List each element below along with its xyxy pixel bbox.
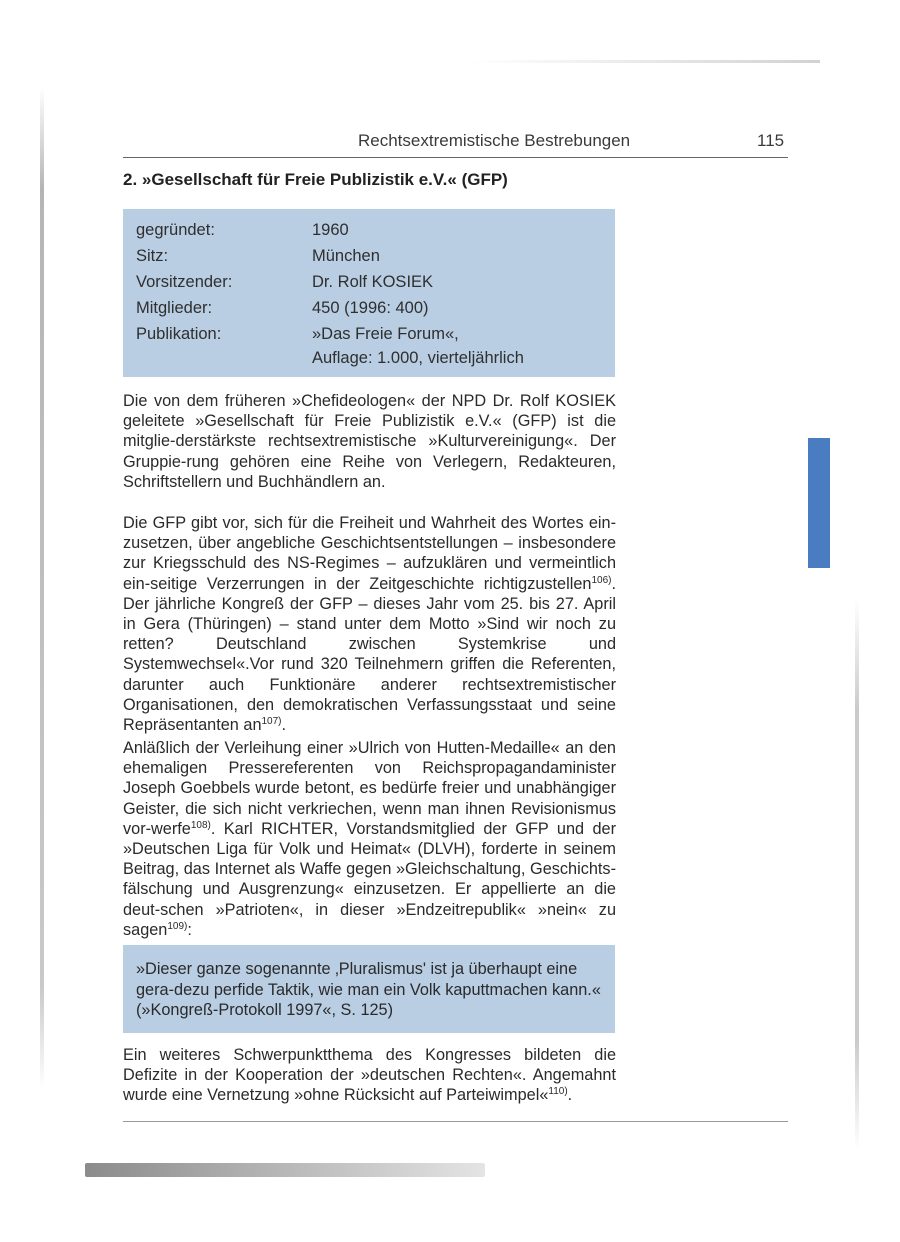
- paragraph-text: .: [281, 716, 287, 735]
- paragraph-text: . Karl RICHTER, Vorstandsmitglied der GFP und der »Deutschen Liga für Volk und Heimat« (DLVH), forderte in seinem Beitrag, das Internet als Waffe gegen »Gleichschaltung, Geschichts-fälschung und Ausgrenzung« einzusetzen. Er appellierte an die deut-schen »Patrioten«, in dieser »Endzeitrepublik« »nein« zu sagen: [123, 819, 616, 939]
- quote-line: »Dieser ganze sogenannte ‚Pluralismus' ist ja überhaupt eine gera-dezu perfide Taktik, wie man ein Volk kaputtmachen kann.«: [136, 960, 601, 999]
- page-number: 115: [757, 131, 785, 150]
- paragraph-text: Die GFP gibt vor, sich für die Freiheit und Wahrheit des Wortes ein-zusetzen, über angebliche Geschichtsentstellungen – insbesondere zur Kriegsschuld des NS-Regimes – aufzuklären und vermeintlich ein-seitige Verzerrungen in der Zeitgeschichte richtigzustellen: [123, 514, 616, 593]
- fact-label: Vorsitzender:: [136, 273, 233, 291]
- chapter-side-tab: [808, 438, 830, 568]
- scan-shadow-right: [855, 600, 859, 1150]
- quote-box: [123, 945, 615, 1033]
- fact-value: 450 (1996: 400): [312, 299, 429, 317]
- paragraph-text: :: [187, 920, 192, 939]
- fact-label: Sitz:: [136, 247, 169, 265]
- footnote-ref: 106): [591, 574, 612, 586]
- paragraph-text: Ein weiteres Schwerpunktthema des Kongresses bildeten die Defizite in der Kooperation der »deutschen Rechten«. Angemahnt wurde eine Vernetzung »ohne Rücksicht auf Parteiwimpel«: [123, 1046, 616, 1105]
- fact-value: München: [312, 247, 380, 265]
- footnote-ref: 108): [190, 819, 211, 831]
- fact-label: gegründet:: [136, 221, 215, 239]
- paragraph-4: [123, 1045, 616, 1106]
- fact-value: 1960: [312, 221, 349, 239]
- section-heading: 2. »Gesellschaft für Freie Publizistik e.V.« (GFP): [123, 170, 508, 189]
- footnote-ref: 110): [548, 1086, 568, 1098]
- quote-source: (»Kongreß-Protokoll 1997«, S. 125): [136, 1001, 394, 1019]
- paragraph-1: Die von dem früheren »Chefideologen« der NPD Dr. Rolf KOSIEK geleitete »Gesellschaft für Freie Publizistik e.V.« (GFP) ist die mitglie-derstärkste rechtsextremistische »Kulturvereinigung«. Der Gruppie-rung gehören eine Reihe von Verlegern, Redakteuren, Schriftstellern und Buchhändlern an.: [123, 392, 616, 491]
- footnote-rule: [123, 1121, 788, 1122]
- fact-label: Publikation:: [136, 325, 222, 343]
- fact-value: Auflage: 1.000, vierteljährlich: [312, 349, 524, 367]
- footnote-ref: 107): [261, 716, 282, 728]
- quote-text: [136, 959, 604, 1021]
- scan-shadow-top: [470, 60, 820, 63]
- paragraph-text: .: [567, 1086, 573, 1105]
- fact-value: Dr. Rolf KOSIEK: [312, 273, 434, 291]
- paragraph-2: [123, 513, 616, 735]
- paragraph-text: . Der jährliche Kongreß der GFP – dieses Jahr vom 25. bis 27. April in Gera (Thüringen) – stand unter dem Motto »Sind wir noch zu retten? Deutschland zwischen Systemkrise und Systemwechsel«.Vor rund 320 Teilnehmern griffen die Referenten, darunter auch Funktionäre anderer rechtsextremistischer Organisationen, den demokratischen Verfassungsstaat und seine Repräsentanten an: [123, 574, 616, 735]
- paragraph-3: [123, 738, 616, 940]
- fact-label: Mitglieder:: [136, 299, 213, 317]
- running-title: Rechtsextremistische Bestrebungen: [358, 131, 631, 150]
- scan-shadow-left: [40, 88, 44, 1088]
- header-rule: [123, 157, 788, 158]
- scan-shadow-bottom: [85, 1163, 485, 1177]
- fact-value: »Das Freie Forum«,: [312, 325, 459, 343]
- footnote-ref: 109): [167, 920, 188, 932]
- facts-box: [123, 209, 615, 377]
- paragraph-text: Anläßlich der Verleihung einer »Ulrich von Hutten-Medaille« an den ehemaligen Pressereferenten von Reichspropagandaminister Joseph Goebbels wurde betont, es bedürfe freier und unabhängiger Geister, die sich nicht verkriechen, wenn man ihnen Revisionismus vor-werfe: [123, 739, 616, 838]
